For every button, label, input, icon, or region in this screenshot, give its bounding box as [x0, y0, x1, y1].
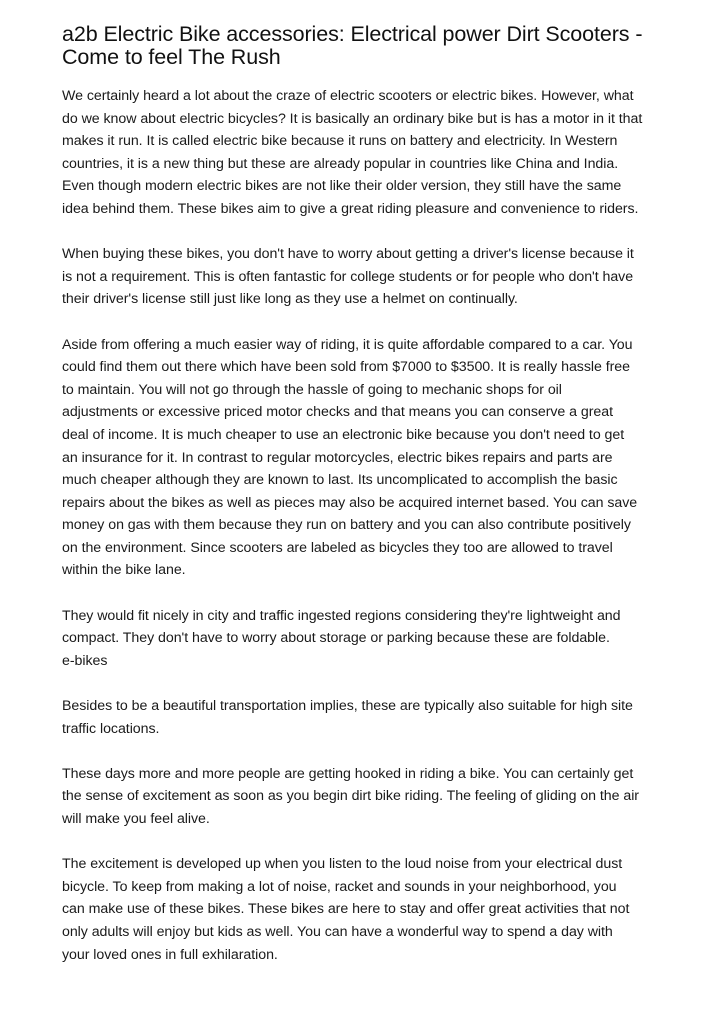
text-line: their driver's license still just like long as they use a helmet on continually. [62, 291, 518, 308]
text-line: is not a requirement. This is often fantastic for college students or for people who don't have [62, 268, 634, 285]
text-line: idea behind them. These bikes aim to give a great riding pleasure and convenience to riders. [62, 200, 639, 217]
text-line: They would fit nicely in city and traffic ingested regions considering they're lightweight and [62, 607, 621, 624]
page-title [62, 23, 672, 69]
text-line: The excitement is developed up when you listen to the loud noise from your electrical dust [62, 856, 623, 873]
text-line: your loved ones in full exhilaration. [62, 946, 278, 963]
text-line: money on gas with them because they run on battery and you can also contribute positively [62, 517, 631, 534]
paragraph-license [62, 243, 672, 311]
text-line: When buying these bikes, you don't have to worry about getting a driver's license because it [62, 246, 634, 263]
text-line: traffic locations. [62, 720, 160, 737]
text-line: will make you feel alive. [62, 811, 210, 827]
title-line: a2b Electric Bike accessories: Electrical power Dirt Scooters - [62, 22, 643, 46]
paragraph-transportation [62, 695, 672, 740]
text-line: makes it run. It is called electric bike because it runs on battery and electricity. In Western [62, 133, 618, 150]
text-line: to maintain. You will not go through the hassle of going to mechanic shops for oil [62, 381, 562, 398]
paragraph-intro [62, 85, 672, 221]
title-line: Come to feel The Rush [62, 45, 281, 69]
text-line: only adults will enjoy but kids as well. You can have a wonderful way to spend a day with [62, 923, 613, 940]
text-line: Even though modern electric bikes are not like their older version, they still have the same [62, 178, 622, 195]
text-line: could find them out there which have been sold from $7000 to $3500. It is really hassle free [62, 359, 630, 376]
text-line: We certainly heard a lot about the craze of electric scooters or electric bikes. However, what [62, 88, 634, 104]
paragraph-excitement [62, 763, 672, 831]
text-line: repairs about the bikes as well as pieces may also be acquired internet based. You can save [62, 494, 638, 511]
text-line: countries, it is a new thing but these are already popular in countries like China and India. [62, 155, 619, 172]
text-line: the sense of excitement as soon as you begin dirt bike riding. The feeling of gliding on the air [62, 788, 639, 805]
text-line: much cheaper although they are known to last. Its uncomplicated to accomplish the basic [62, 472, 618, 489]
paragraph-affordability [62, 334, 672, 583]
text-line: Aside from offering a much easier way of riding, it is quite affordable compared to a car. You [62, 336, 633, 353]
paragraph-noise [62, 853, 672, 966]
text-line: deal of income. It is much cheaper to use an electronic bike because you don't need to get [62, 426, 625, 443]
text-line: do we know about electric bicycles? It is basically an ordinary bike but is has a motor in it that [62, 110, 643, 127]
text-line: These days more and more people are getting hooked in riding a bike. You can certainly get [62, 765, 634, 782]
text-line: on the environment. Since scooters are labeled as bicycles they too are allowed to travel [62, 539, 613, 556]
paragraph-city-traffic [62, 605, 672, 673]
text-line: adjustments or excessive priced motor checks and that means you can conserve a great [62, 404, 613, 421]
text-line: bicycle. To keep from making a lot of noise, racket and sounds in your neighborhood, you [62, 878, 617, 895]
text-line: can make use of these bikes. These bikes are here to stay and offer great activities that not [62, 901, 630, 918]
text-line: compact. They don't have to worry about storage or parking because these are foldable. [62, 630, 610, 647]
text-line: within the bike lane. [62, 562, 186, 579]
text-line: Besides to be a beautiful transportation implies, these are typically also suitable for high site [62, 698, 633, 715]
document-page [62, 23, 672, 989]
text-line: an insurance for it. In contrast to regular motorcycles, electric bikes repairs and parts are [62, 449, 613, 466]
text-line: e-bikes [62, 652, 108, 669]
